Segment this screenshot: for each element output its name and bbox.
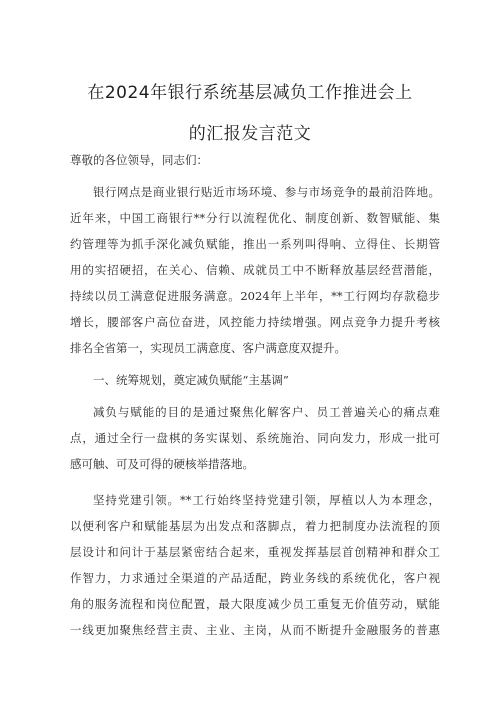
section-heading: 一、统筹规划，奠定减负赋能“主基调” xyxy=(93,373,289,387)
section-1-para-2-line: 一线更加聚焦经营主责、主业、主岗，从而不断提升金融服务的普惠 xyxy=(70,623,440,637)
section-1-para-2-line: 以便利客户和赋能基层为出发点和落脚点，着力把制度办法流程的顶 xyxy=(70,519,440,533)
intro-line: 排名全省第一，实现员工满意度、客户满意度双提升。 xyxy=(70,341,346,355)
document-title-line-2: 的汇报发言范文 xyxy=(188,124,312,144)
intro-line: 用的实招硬招，在关心、信赖、成就员工中不断释放基层经营潜能， xyxy=(70,263,440,277)
section-1-para-2-line: 层设计和问计于基层紧密结合起来，重视发挥基层首创精神和群众工 xyxy=(70,545,440,559)
section-1-para-2-line: 作智力，力求通过全渠道的产品适配，跨业务线的系统优化，客户视 xyxy=(70,571,440,585)
salutation: 尊敬的各位领导，同志们： xyxy=(70,153,208,167)
intro-line: 约管理等为抓手深化减负赋能，推出一系列叫得响、立得住、长期管 xyxy=(70,237,440,251)
section-1-para-1-line: 感可触、可及可得的硬核举措落地。 xyxy=(70,457,254,471)
document-title-line-1: 在2024年银行系统基层减负工作推进会上 xyxy=(87,83,413,103)
intro-line: 银行网点是商业银行贴近市场环境、参与市场竞争的最前沿阵地。 xyxy=(93,185,440,199)
intro-line: 近年来，中国工商银行**分行以流程优化、制度创新、数智赋能、集 xyxy=(70,211,440,225)
intro-line: 增长，腰部客户高位奋进，风控能力持续增强。网点竞争力提升考核 xyxy=(70,315,440,329)
section-1-para-2-line: 坚持党建引领。**工行始终坚持党建引领，厚植以人为本理念， xyxy=(93,493,440,507)
section-1-para-1-line: 点，通过全行一盘棋的务实谋划、系统施治、同向发力，形成一批可 xyxy=(70,431,440,445)
section-1-para-1-line: 减负与赋能的目的是通过聚焦化解客户、员工普遍关心的痛点难 xyxy=(93,405,440,419)
intro-line: 持续以员工满意促进服务满意。2024年上半年，**工行网均存款稳步 xyxy=(70,289,440,303)
section-1-para-2-line: 角的服务流程和岗位配置，最大限度减少员工重复无价值劳动，赋能 xyxy=(70,597,440,611)
